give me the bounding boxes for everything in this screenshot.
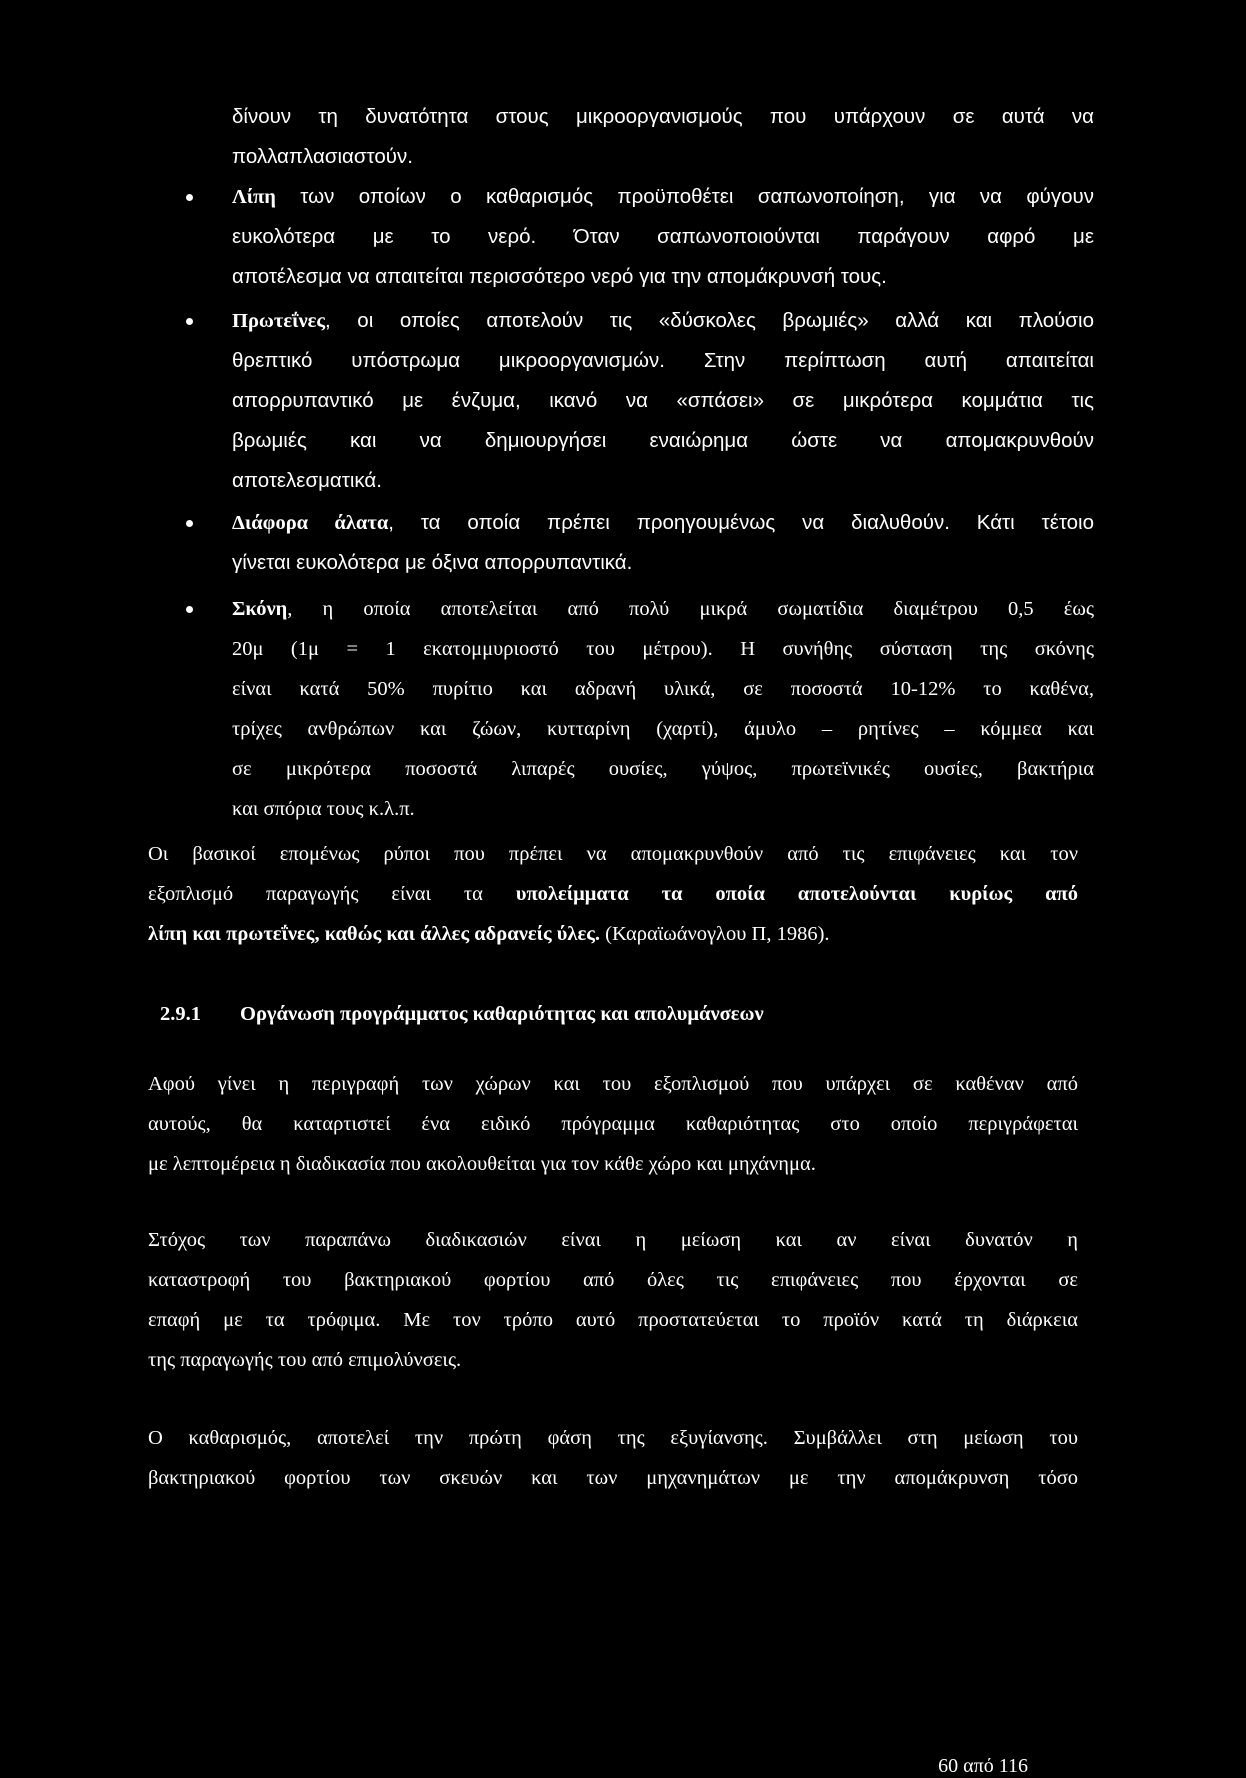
paragraph-line: βακτηριακού φορτίου των σκευών και των μηχανημάτων με την απομάκρυνση τόσο bbox=[148, 1467, 1078, 1489]
bullet-text: είναι κατά 50% πυρίτιο και αδρανή υλικά, σε ποσοστά 10-12% το καθένα, bbox=[232, 678, 1094, 700]
bullet-term: Λίπη bbox=[232, 186, 276, 208]
bullet-text: πολλαπλασιαστούν. bbox=[232, 145, 413, 168]
paragraph-line: επαφή με τα τρόφιμα. Με τον τρόπο αυτό προστατεύεται το προϊόν κατά τη διάρκεια bbox=[148, 1309, 1078, 1331]
paragraph-line: Ο καθαρισμός, αποτελεί την πρώτη φάση της εξυγίανσης. Συμβάλλει στη μείωση του bbox=[148, 1427, 1078, 1449]
paragraph-line: με λεπτομέρεια η διαδικασία που ακολουθείται για τον κάθε χώρο και μηχάνημα. bbox=[148, 1153, 816, 1175]
bullet-line bbox=[232, 675, 1094, 703]
bullet-line bbox=[232, 549, 632, 577]
bullet-line bbox=[232, 183, 1094, 211]
bullet-text: ευκολότερα με το νερό. Όταν σαπωνοποιούνται παράγουν αφρό με bbox=[232, 225, 1094, 248]
paragraph-line: Στόχος των παραπάνω διαδικασιών είναι η μείωση και αν είναι δυνατόν η bbox=[148, 1229, 1078, 1251]
bullet-line bbox=[232, 595, 1094, 623]
summary-line-3-plain: (Καραϊωάνογλου Π, 1986). bbox=[600, 923, 830, 945]
bullet-text: , τα οποία πρέπει προηγουμένως να διαλυθούν. Κάτι τέτοιο bbox=[388, 511, 1094, 534]
paragraph-line: της παραγωγής του από επιμολύνσεις. bbox=[148, 1349, 462, 1371]
summary-line-3-bold: λίπη και πρωτεΐνες, καθώς και άλλες αδρανείς ύλες. bbox=[148, 923, 601, 945]
bullet-line bbox=[232, 307, 1094, 335]
bullet-line bbox=[232, 467, 382, 495]
bullet-line bbox=[232, 347, 1094, 375]
page-number: 60 από 116 bbox=[938, 1755, 1028, 1777]
bullet-dot bbox=[186, 194, 193, 201]
bullet-dot bbox=[186, 520, 193, 527]
paragraph-line: αυτούς, θα καταρτιστεί ένα ειδικό πρόγραμμα καθαριότητας στο οποίο περιγράφεται bbox=[148, 1113, 1078, 1135]
bullet-text: , οι οποίες αποτελούν τις «δύσκολες βρωμιές» αλλά και πλούσιο bbox=[325, 309, 1094, 332]
summary-line-1: Οι βασικοί επομένως ρύποι που πρέπει να απομακρυνθούν από τις επιφάνειες και τον bbox=[148, 843, 1078, 865]
summary-line-3 bbox=[148, 920, 830, 948]
bullet-term: Διάφορα άλατα bbox=[232, 512, 389, 534]
bullet-line bbox=[232, 387, 1094, 415]
summary-line-2-plain: εξοπλισμό παραγωγής είναι τα bbox=[148, 883, 516, 905]
bullet-term: Σκόνη bbox=[232, 598, 288, 620]
bullet-line bbox=[232, 755, 1094, 783]
summary-line-2-bold: υπολείμματα τα οποία αποτελούνται κυρίως από bbox=[515, 883, 1078, 905]
bullet-line bbox=[232, 103, 1094, 131]
bullet-text: αποτελεσματικά. bbox=[232, 469, 382, 492]
bullet-line bbox=[232, 143, 413, 171]
bullet-line bbox=[232, 509, 1094, 537]
bullet-text: γίνεται ευκολότερα με όξινα απορρυπαντικά. bbox=[232, 551, 633, 574]
paragraph-line: Αφού γίνει η περιγραφή των χώρων και του εξοπλισμού που υπάρχει σε καθέναν από bbox=[148, 1073, 1078, 1095]
bullet-text: τρίχες ανθρώπων και ζώων, κυτταρίνη (χαρτί), άμυλο – ρητίνες – κόμμεα και bbox=[232, 718, 1094, 740]
section-title: Οργάνωση προγράμματος καθαριότητας και απολυμάνσεων bbox=[240, 1003, 764, 1025]
bullet-term: Πρωτεΐνες bbox=[232, 310, 326, 332]
bullet-line bbox=[232, 715, 1094, 743]
bullet-text: σε μικρότερα ποσοστά λιπαρές ουσίες, γύψος, πρωτεϊνικές ουσίες, βακτήρια bbox=[232, 758, 1094, 780]
bullet-line bbox=[232, 795, 415, 823]
bullet-line bbox=[232, 223, 1094, 251]
bullet-text: 20μ (1μ = 1 εκατομμυριοστό του μέτρου). Η συνήθης σύσταση της σκόνης bbox=[232, 638, 1094, 660]
bullet-line bbox=[232, 263, 887, 291]
bullet-line bbox=[232, 427, 1094, 455]
bullet-text: , η οποία αποτελείται από πολύ μικρά σωματίδια διαμέτρου 0,5 έως bbox=[287, 598, 1094, 620]
bullet-text: και σπόρια τους κ.λ.π. bbox=[232, 798, 415, 820]
bullet-text: δίνουν τη δυνατότητα στους μικροοργανισμούς που υπάρχουν σε αυτά να bbox=[232, 105, 1094, 128]
bullet-text: θρεπτικό υπόστρωμα μικροοργανισμών. Στην περίπτωση αυτή απαιτείται bbox=[232, 349, 1094, 372]
section-number: 2.9.1 bbox=[160, 1003, 201, 1025]
bullet-dot bbox=[186, 318, 193, 325]
bullet-line bbox=[232, 635, 1094, 663]
bullet-text: αποτέλεσμα να απαιτείται περισσότερο νερό για την απομάκρυνσή τους. bbox=[232, 265, 887, 288]
bullet-dot bbox=[186, 606, 193, 613]
summary-line-2 bbox=[148, 880, 1078, 908]
bullet-text: βρωμιές και να δημιουργήσει εναιώρημα ώστε να απομακρυνθούν bbox=[232, 429, 1094, 452]
paragraph-line: καταστροφή του βακτηριακού φορτίου από όλες τις επιφάνειες που έρχονται σε bbox=[148, 1269, 1078, 1291]
bullet-text: των οποίων ο καθαρισμός προϋποθέτει σαπωνοποίηση, για να φύγουν bbox=[275, 185, 1094, 208]
bullet-text: απορρυπαντικό με ένζυμα, ικανό να «σπάσει» σε μικρότερα κομμάτια τις bbox=[232, 389, 1094, 412]
